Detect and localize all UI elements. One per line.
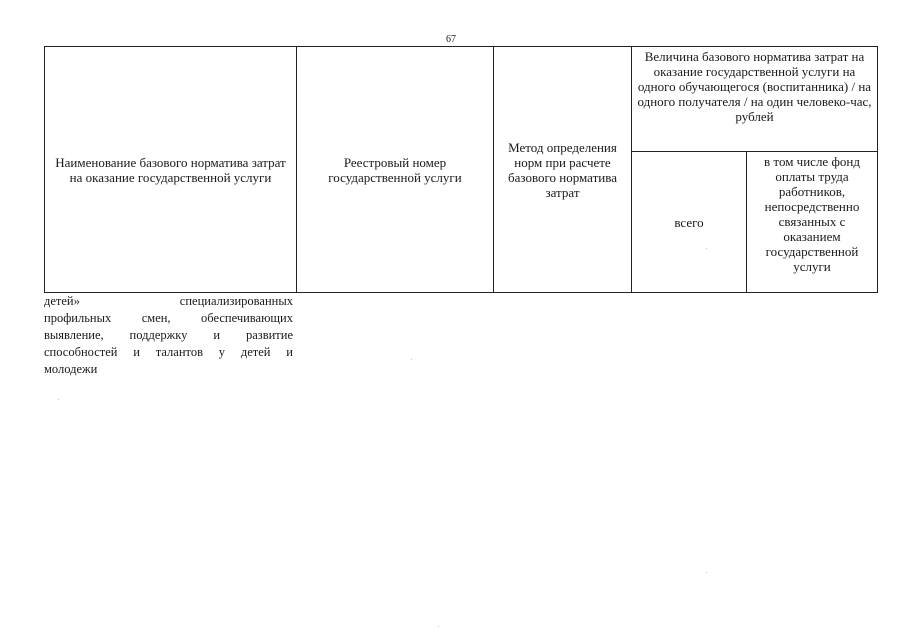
scan-speck — [706, 572, 707, 573]
continued-service-name — [44, 293, 293, 378]
scan-speck — [438, 626, 439, 627]
col-registry-header: Реестровый номер государственной услуги — [297, 47, 494, 293]
sub-wage-header: в том числе фонд оплаты труда работников, непосредственно связанных с оказанием государственной услуги — [747, 152, 878, 293]
scan-speck — [58, 399, 59, 400]
scan-speck — [411, 359, 412, 360]
continued-text-line: детей» специализированных — [44, 294, 293, 308]
continued-text-line: профильных смен, обеспечивающих — [44, 311, 293, 325]
page-number: 67 — [446, 34, 456, 45]
col-name-header: Наименование базового норматива затрат на оказание государственной услуги — [45, 47, 297, 293]
continued-text-line: способностей и талантов у детей и — [44, 345, 293, 359]
norm-table — [44, 46, 878, 293]
col-method-header: Метод определения норм при расчете базового норматива затрат — [494, 47, 632, 293]
scan-speck — [706, 248, 707, 249]
continued-text-line: выявление, поддержку и развитие — [44, 328, 293, 342]
continued-text-line: молодежи — [44, 362, 98, 376]
sub-total-header: всего — [632, 152, 747, 293]
col-value-header: Величина базового норматива затрат на оказание государственной услуги на одного обучающегося (воспитанника) / на одного получателя / на один человеко-час, рублей — [632, 47, 878, 152]
